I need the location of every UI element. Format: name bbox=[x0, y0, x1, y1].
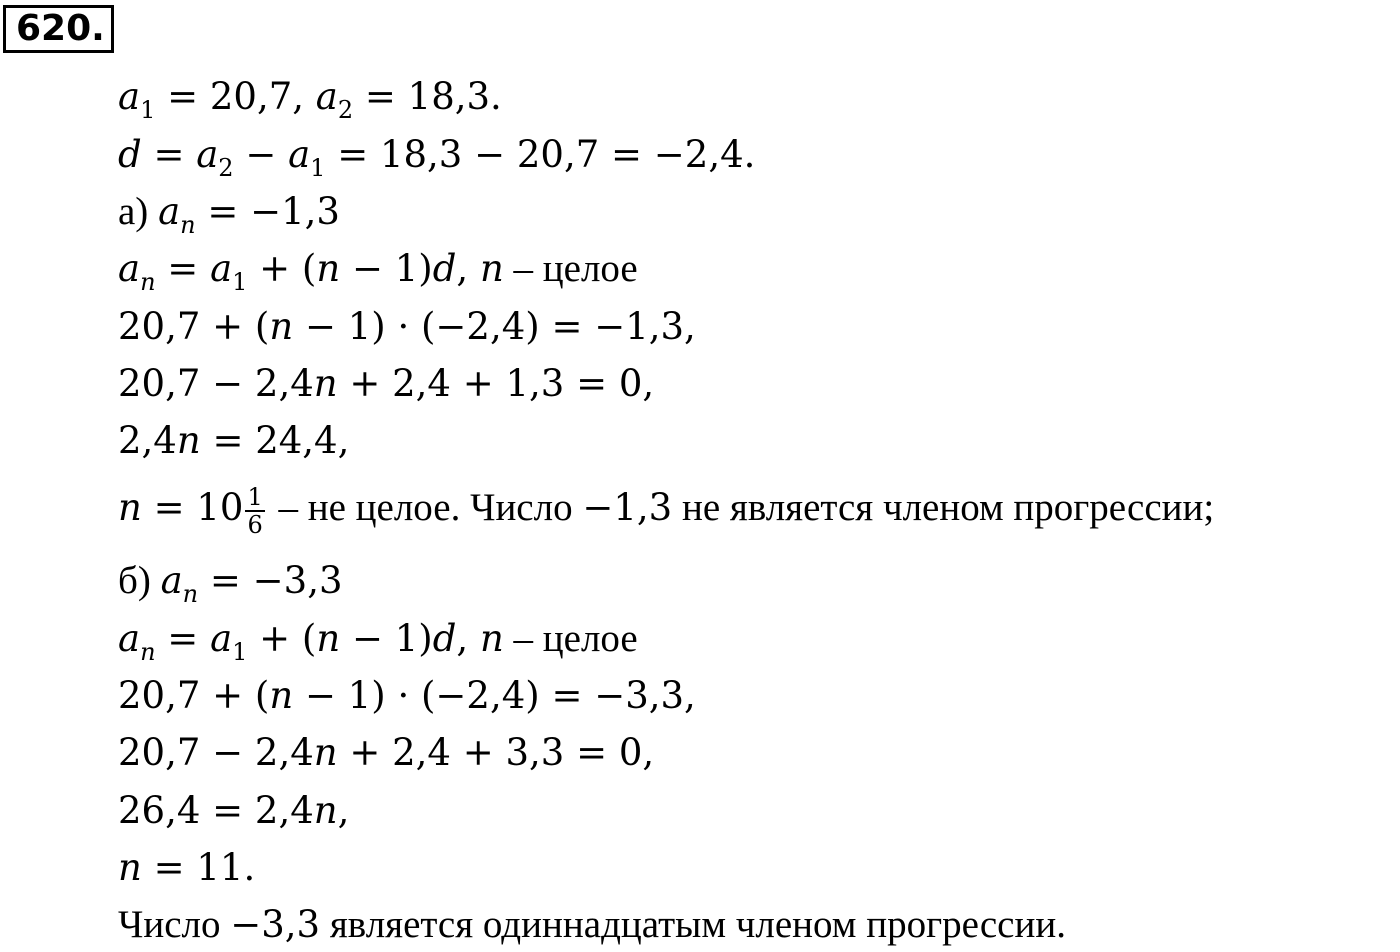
text-segment: 20,7 + ( bbox=[118, 305, 270, 348]
line-equation-b-1 bbox=[118, 671, 696, 721]
text-segment: = 24,4, bbox=[200, 419, 350, 462]
var-a: a bbox=[210, 247, 233, 290]
text-segment: − 1) · (−2,4) = −3,3, bbox=[293, 674, 696, 717]
part-label: б) bbox=[118, 559, 161, 602]
var-n: n bbox=[118, 486, 142, 529]
line-equation-b-2 bbox=[118, 728, 654, 778]
var-a: a bbox=[315, 75, 338, 118]
line-formula-b bbox=[118, 614, 638, 664]
var-a: a bbox=[158, 190, 181, 233]
text-segment: = 18,3 − 20,7 = −2,4. bbox=[325, 133, 756, 176]
var-n: n bbox=[313, 789, 338, 832]
subscript: n bbox=[140, 638, 156, 666]
var-n: n bbox=[118, 846, 142, 889]
var-a: a bbox=[118, 75, 141, 118]
line-given-terms bbox=[118, 72, 502, 122]
var-n: n bbox=[313, 362, 338, 405]
text-segment: является одиннадцатым членом прогрессии. bbox=[320, 903, 1066, 946]
text-segment: , bbox=[456, 617, 480, 660]
line-result-a bbox=[118, 482, 1215, 539]
var-a: a bbox=[118, 247, 141, 290]
text-segment: = bbox=[155, 617, 211, 660]
fraction-denominator: 6 bbox=[247, 510, 263, 539]
text-segment: + ( bbox=[247, 617, 317, 660]
text-segment: = 11. bbox=[141, 846, 256, 889]
var-n: n bbox=[316, 617, 341, 660]
text-segment: + 2,4 + 1,3 = 0, bbox=[337, 362, 655, 405]
text-segment: = 18,3. bbox=[353, 75, 502, 118]
line-equation-a-1 bbox=[118, 302, 696, 352]
text-segment: 26,4 = 2,4 bbox=[118, 789, 314, 832]
text-segment: −3,3 bbox=[230, 903, 321, 946]
subscript: n bbox=[182, 580, 199, 608]
var-n: n bbox=[269, 305, 294, 348]
text-segment: , bbox=[337, 789, 350, 832]
text-segment: 20,7 − 2,4 bbox=[118, 731, 314, 774]
var-a: a bbox=[210, 617, 233, 660]
line-part-a-header bbox=[118, 187, 340, 237]
line-equation-a-3 bbox=[118, 416, 349, 466]
line-equation-b-3 bbox=[118, 786, 349, 836]
text-segment: − 1) bbox=[340, 247, 433, 290]
text-segment: −1,3 bbox=[582, 486, 673, 529]
subscript: 2 bbox=[218, 154, 234, 182]
var-n: n bbox=[176, 419, 201, 462]
part-label: а) bbox=[118, 190, 159, 233]
line-part-b-header bbox=[118, 556, 343, 606]
var-a: a bbox=[288, 133, 311, 176]
line-conclusion-b bbox=[118, 900, 1066, 950]
text-segment: = −3,3 bbox=[198, 559, 343, 602]
text-segment: − 1) · (−2,4) = −1,3, bbox=[293, 305, 696, 348]
subscript: 1 bbox=[310, 154, 326, 182]
text-segment: 2,4 bbox=[118, 419, 177, 462]
line-common-difference bbox=[118, 130, 755, 180]
line-formula-a bbox=[118, 244, 638, 294]
text-segment: – не целое. Число bbox=[268, 486, 583, 529]
text-segment: = 10 bbox=[141, 486, 244, 529]
var-n: n bbox=[479, 247, 504, 290]
var-a: a bbox=[196, 133, 219, 176]
var-n: n bbox=[316, 247, 341, 290]
text-segment: не является членом прогрессии; bbox=[672, 486, 1215, 529]
text-segment: + 2,4 + 3,3 = 0, bbox=[337, 731, 655, 774]
subscript: n bbox=[180, 211, 196, 239]
subscript: 1 bbox=[140, 96, 156, 124]
var-n: n bbox=[479, 617, 504, 660]
var-d: d bbox=[118, 133, 142, 176]
line-equation-a-2 bbox=[118, 359, 654, 409]
fraction-numerator: 1 bbox=[247, 482, 263, 511]
subscript: 1 bbox=[232, 268, 248, 296]
var-a: a bbox=[160, 559, 183, 602]
var-a: a bbox=[118, 617, 141, 660]
subscript: 1 bbox=[232, 638, 248, 666]
text-segment: = bbox=[155, 247, 211, 290]
var-d: d bbox=[432, 247, 457, 290]
text-segment: 20,7 − 2,4 bbox=[118, 362, 314, 405]
var-d: d bbox=[432, 617, 457, 660]
subscript: n bbox=[140, 268, 156, 296]
text-segment: = −1,3 bbox=[195, 190, 340, 233]
text-segment: − 1) bbox=[340, 617, 433, 660]
text-segment: − bbox=[233, 133, 289, 176]
text-segment: = 20,7, bbox=[155, 75, 316, 118]
text-segment: Число bbox=[118, 903, 231, 946]
text-segment: – целое bbox=[503, 617, 638, 660]
line-result-b bbox=[118, 843, 255, 893]
var-n: n bbox=[269, 674, 294, 717]
subscript: 2 bbox=[337, 96, 354, 124]
text-segment: + ( bbox=[247, 247, 317, 290]
text-segment: , bbox=[456, 247, 480, 290]
text-segment: = bbox=[141, 133, 197, 176]
text-segment: – целое bbox=[503, 247, 638, 290]
fraction bbox=[245, 484, 264, 538]
problem-number: 620. bbox=[3, 5, 114, 53]
var-n: n bbox=[313, 731, 338, 774]
text-segment: 20,7 + ( bbox=[118, 674, 270, 717]
